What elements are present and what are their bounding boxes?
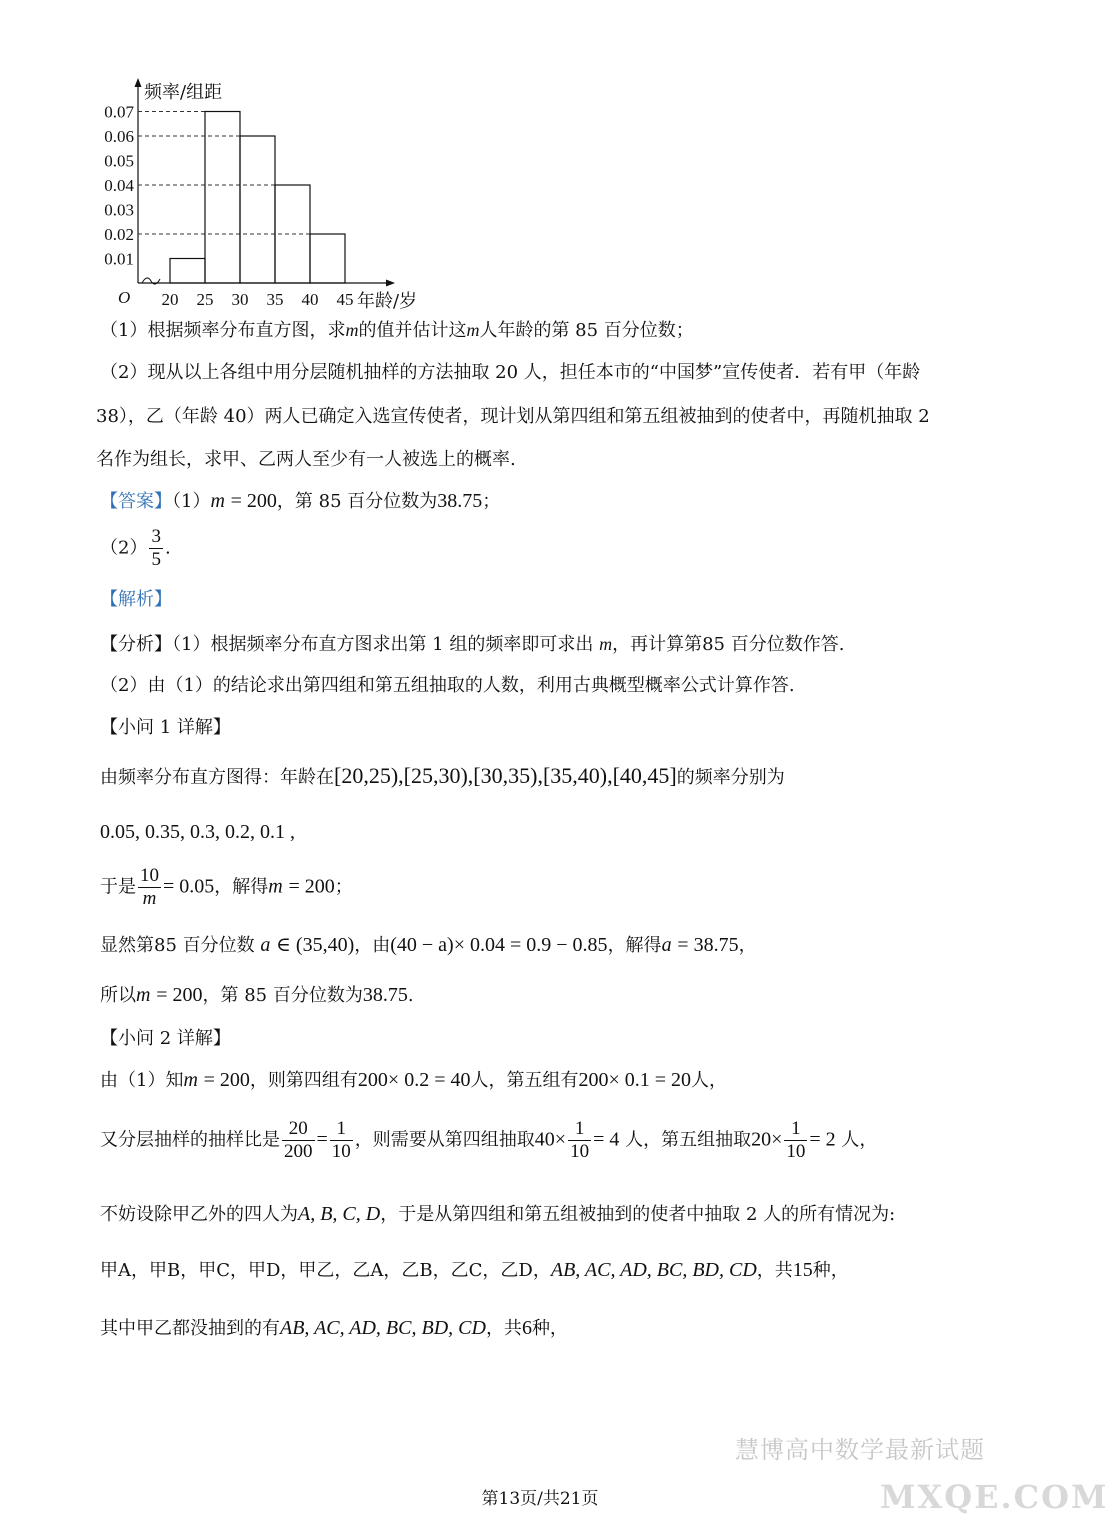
sub1-line-3: 于是 $\frac{10}{m}$ = 0.05，解得m = 200； — [100, 865, 353, 909]
sub1-line-2: 0.05, 0.35, 0.3, 0.2, 0.1 , — [100, 821, 295, 843]
histogram-bar — [170, 259, 205, 284]
sub2-line-4: 甲A，甲B，甲C，甲D，甲乙，乙A，乙B，乙C，乙D，AB, AC, AD, BC, BD, CD，共15种， — [100, 1259, 849, 1281]
histogram-bar — [310, 234, 345, 283]
q1-m1: m — [345, 320, 359, 340]
question-1 — [100, 318, 694, 343]
question-2-line-1: （2）现从以上各组中用分层随机抽样的方法抽取 20 人，担任本市的“中国梦”宣传使者．若有甲（年龄 — [100, 362, 921, 383]
x-tick-label: 45 — [336, 290, 354, 309]
answer-eq: = 200 — [230, 490, 277, 512]
x-tick-label: 35 — [266, 290, 284, 309]
answer-tag: 【答案】 — [100, 491, 172, 512]
watermark-logo: MXQE.COM — [880, 1478, 1108, 1516]
answer-p2: （2） — [100, 537, 148, 559]
q1-post: 人年龄的第 85 百分位数； — [479, 320, 694, 341]
y-tick-label: 0.06 — [104, 127, 134, 146]
sub1-line-5: 所以m = 200，第 85 百分位数为38.75. — [100, 984, 414, 1006]
answer-val: 38.75 — [437, 490, 483, 512]
x-tick-label: 20 — [161, 290, 179, 309]
y-tick-label: 0.03 — [104, 200, 134, 220]
q1-pre: （1）根据频率分布直方图，求 — [100, 320, 346, 341]
answer-line-1 — [100, 489, 500, 514]
sub2-line-2: 又分层抽样的抽样比是 $\frac{20}{200}$ = $\frac{1}{10}$ ，则需要从第四组抽取40× $\frac{1}{10}$ = 4 人，第五组抽取20× $\frac{1}{10}$ = 2 人， — [100, 1118, 878, 1162]
answer-fraction: $\frac{3}{5}$ — [151, 526, 161, 570]
sub2-line-3: 不妨设除甲乙外的四人为A, B, C, D，于是从第四组和第五组被抽到的使者中抽取 2 人的所有情况为: — [100, 1203, 896, 1225]
sub1-line-4: 显然第85 百分位数 a ∈ (35,40)，由(40 − a)× 0.04 = 0.9 − 0.85，解得a = 38.75， — [100, 934, 757, 956]
answer-p1b: ，第 85 百分位数为 — [276, 491, 438, 512]
fenxi-line-2: （2）由（1）的结论求出第四组和第五组抽取的人数，利用古典概型概率公式计算作答. — [100, 675, 795, 696]
x-tick-label: 25 — [196, 290, 214, 309]
page-footer: 第13页/共21页 — [481, 1489, 599, 1509]
histogram-bar — [205, 112, 240, 284]
analysis-tag: 【解析】 — [100, 589, 172, 610]
x-axis-arrow — [386, 280, 395, 287]
answer-end: ； — [482, 491, 501, 512]
question-2-line-3: 名作为组长，求甲、乙两人至少有一人被选上的概率. — [96, 449, 516, 470]
frequency-histogram — [90, 78, 450, 312]
y-tick-label: 0.05 — [104, 151, 134, 171]
answer-m: m — [210, 490, 225, 512]
y-tick-label: 0.07 — [104, 102, 134, 122]
x-tick-label: 30 — [231, 290, 249, 309]
fenxi-line-1: 【分析】（1）根据频率分布直方图求出第 1 组的频率即可求出 m，再计算第85 百分位数作答. — [100, 634, 845, 655]
y-axis-label: 频率/组距 — [144, 82, 223, 103]
sub1-line-1: 由频率分布直方图得：年龄在[20,25),[25,30),[30,35),[35,40),[40,45]的频率分别为 — [100, 763, 785, 788]
y-tick-label: 0.02 — [104, 225, 134, 244]
y-tick-label: 0.04 — [104, 176, 134, 195]
origin-label: O — [118, 288, 131, 307]
sub2-line-1: 由（1）知m = 200，则第四组有200× 0.2 = 40人，第五组有200× 0.1 = 20人， — [100, 1069, 728, 1091]
histogram-bar — [240, 136, 275, 283]
y-tick-label: 0.01 — [104, 249, 134, 269]
watermark-text: 慧博高中数学最新试题 — [735, 1436, 985, 1464]
x-tick-label: 40 — [301, 290, 319, 309]
sub2-title: 【小问 2 详解】 — [100, 1028, 231, 1049]
answer-line-2: （2） $\frac{3}{5}$ . — [100, 526, 171, 570]
q1-mid: 的值并估计这 — [358, 320, 467, 341]
x-axis-label: 年龄/岁 — [357, 291, 418, 312]
question-2-line-2: 38），乙（年龄 40）两人已确定入选宣传使者，现计划从第四组和第五组被抽到的使者中，再随机抽取 2 — [96, 406, 930, 427]
y-axis-arrow — [135, 78, 142, 87]
q1-m2: m — [466, 320, 480, 340]
sub2-line-5: 其中甲乙都没抽到的有AB, AC, AD, BC, BD, CD，共6种， — [100, 1317, 568, 1339]
answer-p1: （1） — [172, 491, 211, 512]
sub1-title: 【小问 1 详解】 — [100, 717, 231, 738]
